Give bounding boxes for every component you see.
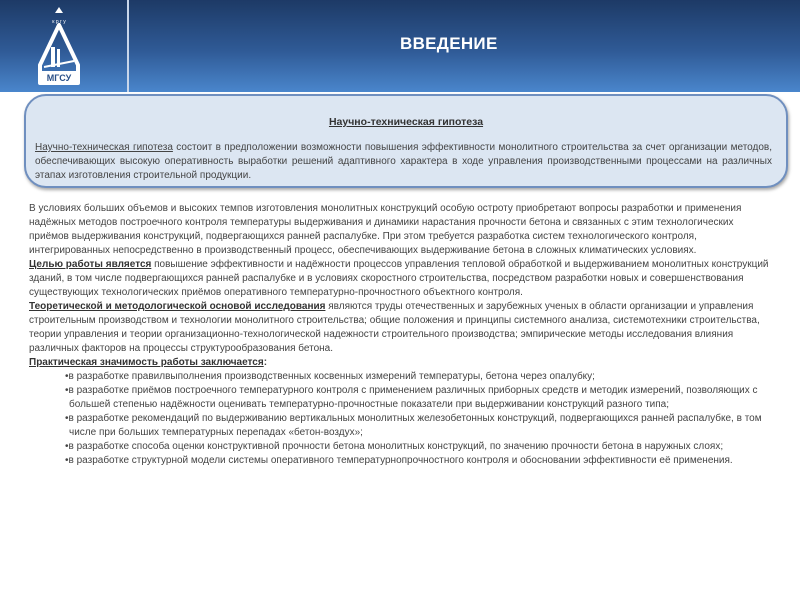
svg-text:МГСУ: МГСУ (46, 73, 72, 83)
bullet-icon: • (65, 371, 69, 382)
goal-paragraph (29, 258, 769, 300)
list-item (29, 412, 769, 440)
list-item (29, 440, 769, 454)
hypothesis-text (35, 141, 772, 183)
bullet-icon: • (65, 441, 69, 452)
main-text (29, 202, 769, 468)
practical-colon: : (263, 357, 268, 368)
list-item (29, 454, 769, 468)
svg-text:к р г у: к р г у (52, 19, 66, 25)
list-item-text: в разработке правилвыполнения производственных косвенных измерений температуры, бетона через опалубку; (68, 371, 595, 382)
mgsu-logo-icon (34, 5, 84, 85)
bullet-icon: • (65, 413, 69, 424)
hypothesis-lead: Научно-техническая гипотеза (35, 142, 173, 153)
list-item-text: в разработке приёмов построечного температурного контроля с применением различных приборных средств и методик измерений, позволяющих с большей степенью надёжности оценивать температурно-прочностные показатели при выдерживании конструкций разного типа; (68, 385, 758, 410)
basis-label: Теоретической и методологической основой исследования (29, 301, 326, 312)
header-divider (127, 0, 129, 92)
page-title: ВВЕДЕНИЕ (400, 34, 498, 53)
hypothesis-box (24, 94, 788, 188)
header-banner (0, 0, 800, 92)
basis-text: являются труды отечественных и зарубежных ученых в области организации и управления строительным производством и технологии монолитного строительства; общие положения и принципы системного анализа, системотехники строительства, теории управления и теории организационно-технологической надежности строительного производства; эмпирические методы исследования влияния различных факторов на процессы структурообразования бетона. (29, 301, 760, 354)
list-item (29, 370, 769, 384)
intro-paragraph: В условиях больших объемов и высоких темпов изготовления монолитных конструкций особую остроту приобретают вопросы разработки и применения надёжных методов построечного контроля температуры выдерживания и динамики нарастания прочности бетона и связанных с этим технологических приёмов выдерживания конструкций, подвергающихся ранней распалубке. При этом требуется разработка систем технологического контроля, интегрированных непосредственно в производственный процесс, обеспечивающих выдерживание бетона в сложных климатических условиях. (29, 203, 742, 256)
hypothesis-title (26, 116, 786, 128)
bullet-icon: • (65, 455, 69, 466)
bullet-icon: • (65, 385, 69, 396)
practical-heading (29, 356, 769, 370)
practical-label: Практическая значимость работы заключается (29, 357, 264, 368)
list-item-text: в разработке рекомендаций по выдерживанию вертикальных монолитных железобетонных конструкций, подвергающихся ранней распалубке, в том числе при больших температурных перепадах «бетон-воздух»; (68, 413, 762, 438)
goal-label: Целью работы является (29, 259, 152, 270)
basis-paragraph (29, 300, 769, 356)
hypothesis-title-text: Научно-техническая гипотеза (328, 116, 484, 128)
list-item-text: в разработке способа оценки конструктивной прочности бетона монолитных конструкций, по значению прочности бетона в наружных слоях; (68, 441, 724, 452)
practical-list (29, 370, 769, 468)
list-item (29, 384, 769, 412)
hypothesis-body: состоит в предположении возможности повышения эффективности монолитного строительства за счет организации методов, обеспечивающих высокую оперативность выработки решений адаптивного характера в ходе управления производственными процессами на различных этапах изготовления строительной продукции. (35, 142, 772, 181)
goal-text: повышение эффективности и надёжности процессов управления тепловой обработкой и выдерживанием монолитных конструкций зданий, в том числе подвергающихся ранней распалубке и в условиях скоростного строительства, посредством разработки новых и совершенствования существующих технологических приёмов оперативного температурно-прочностного объектного контроля. (29, 259, 769, 298)
list-item-text: в разработке структурной модели системы оперативного температурнопрочностного контроля и обосновании эффективности её применения. (68, 455, 733, 466)
